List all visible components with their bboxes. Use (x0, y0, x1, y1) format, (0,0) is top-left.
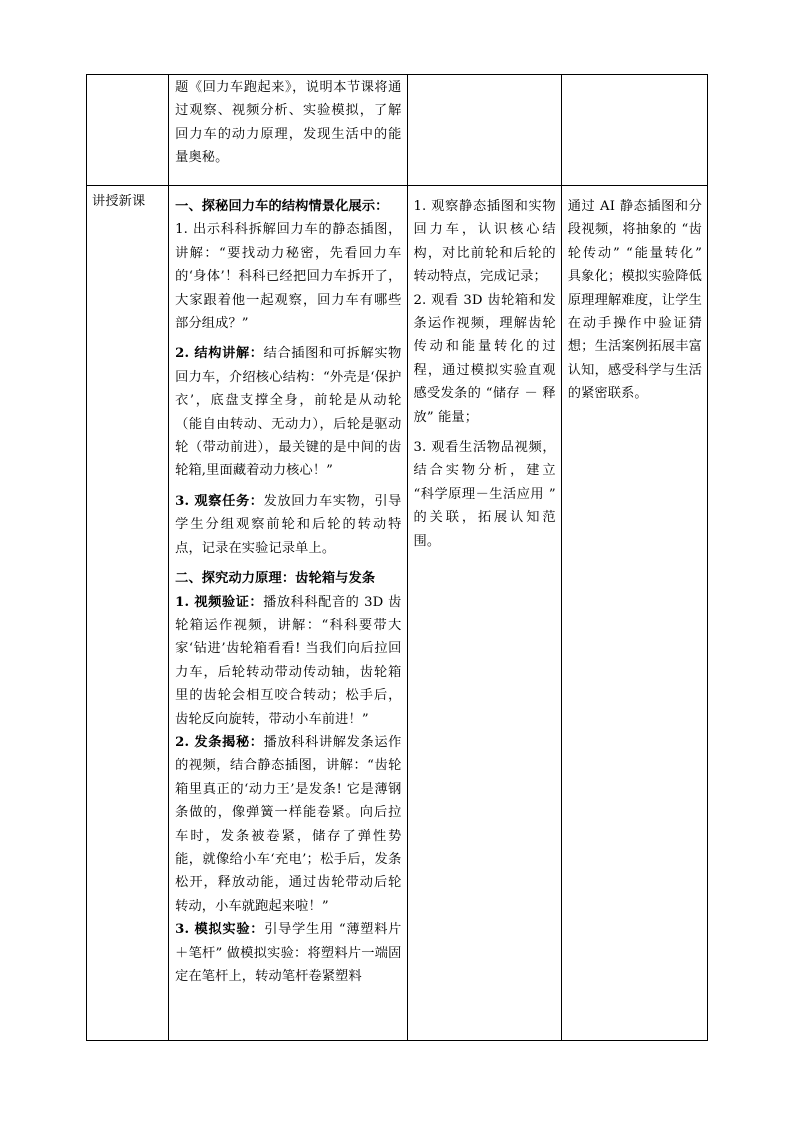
intro-text: 题《回力车跑起来》，说明本节课将通过观察、视频分析、实验模拟，了解回力车的动力原理，发现生活中的能量奥秘。 (175, 80, 402, 166)
paragraph: 通过 AI 静态插图和分段视频，将抽象的 “齿轮传动” “能量转化” 具象化；模拟实验降低原理理解难度，让学生在动手操作中验证猜想；生活案例拓展丰富认知，感受科学与生活的紧密联系。 (567, 199, 702, 402)
paragraph: 3. 观看生活物品视频，结合实物分析，建立 “科学原理－生活应用 ” 的关联，拓展认知范围。 (413, 440, 556, 549)
student-activity-cell (407, 75, 561, 186)
paragraph: 1. 观察静态插图和实物回力车，认识核心结构，对比前轮和后轮的转动特点，完成记录； (413, 199, 556, 285)
paragraph: 3. 模拟实验：引导学生用 “薄塑料片＋笔杆” 做模拟实验：将塑料片一端固定在笔杆上，转动笔杆卷紧塑料 (175, 922, 402, 984)
stage-cell (87, 75, 169, 186)
section-title: 二、探究动力原理：齿轮箱与发条 (175, 571, 376, 587)
table-row (87, 186, 708, 1041)
paragraph: 3. 观察任务：发放回力车实物，引导学生分组观察前轮和后轮的转动特点，记录在实验记录单上。 (175, 493, 402, 556)
teacher-activity-cell (169, 186, 407, 1041)
stage-cell (87, 186, 169, 1041)
table-row (87, 75, 708, 186)
paragraph: 2. 结构讲解：结合插图和可拆解实物回力车，介绍核心结构：“外壳是‘保护衣’，底盘支撑全身，前轮是从动轮（能自由转动、无动力），后轮是驱动轮（带动前进），最关键的是中间的齿轮箱,里面藏着动力核心！” (175, 346, 402, 479)
paragraph: 1. 出示科科拆解回力车的静态插图，讲解：“要找动力秘密，先看回力车的‘身体’！科科已经把回力车拆开了，大家跟着他一起观察，回力车有哪些部分组成？” (175, 222, 402, 332)
design-intent-cell (561, 75, 707, 186)
teacher-activity-cell (169, 75, 407, 186)
section-title: 一、探秘回力车的结构情景化展示： (175, 199, 389, 214)
lesson-plan-table (86, 74, 708, 1041)
student-activity-cell (407, 186, 561, 1041)
paragraph: 2. 观看 3D 齿轮箱和发条运作视频，理解齿轮传动和能量转化的过程，通过模拟实验直观感受发条的 “储存 － 释放” 能量； (413, 292, 556, 425)
paragraph: 1. 视频验证：播放科科配音的 3D 齿轮箱运作视频，讲解：“科科要带大家‘钻进’齿轮箱看看! 当我们向后拉回力车，后轮转动带动传动轴，齿轮箱里的齿轮会相互咬合转动；松手后，齿轮反向旋转，带动小车前进！” (175, 594, 402, 727)
design-intent-cell (561, 186, 707, 1041)
stage-label: 讲授新课 (92, 194, 146, 209)
paragraph: 2. 发条揭秘：播放科科讲解发条运作的视频，结合静态插图，讲解：“齿轮箱里真正的‘动力王’是发条! 它是薄钢条做的，像弹簧一样能卷紧。向后拉车时，发条被卷紧，储存了弹性势能，就像给小车‘充电’；松手后，发条松开，释放动能，通过齿轮带动后轮转动，小车就跑起来啦！” (175, 734, 402, 914)
